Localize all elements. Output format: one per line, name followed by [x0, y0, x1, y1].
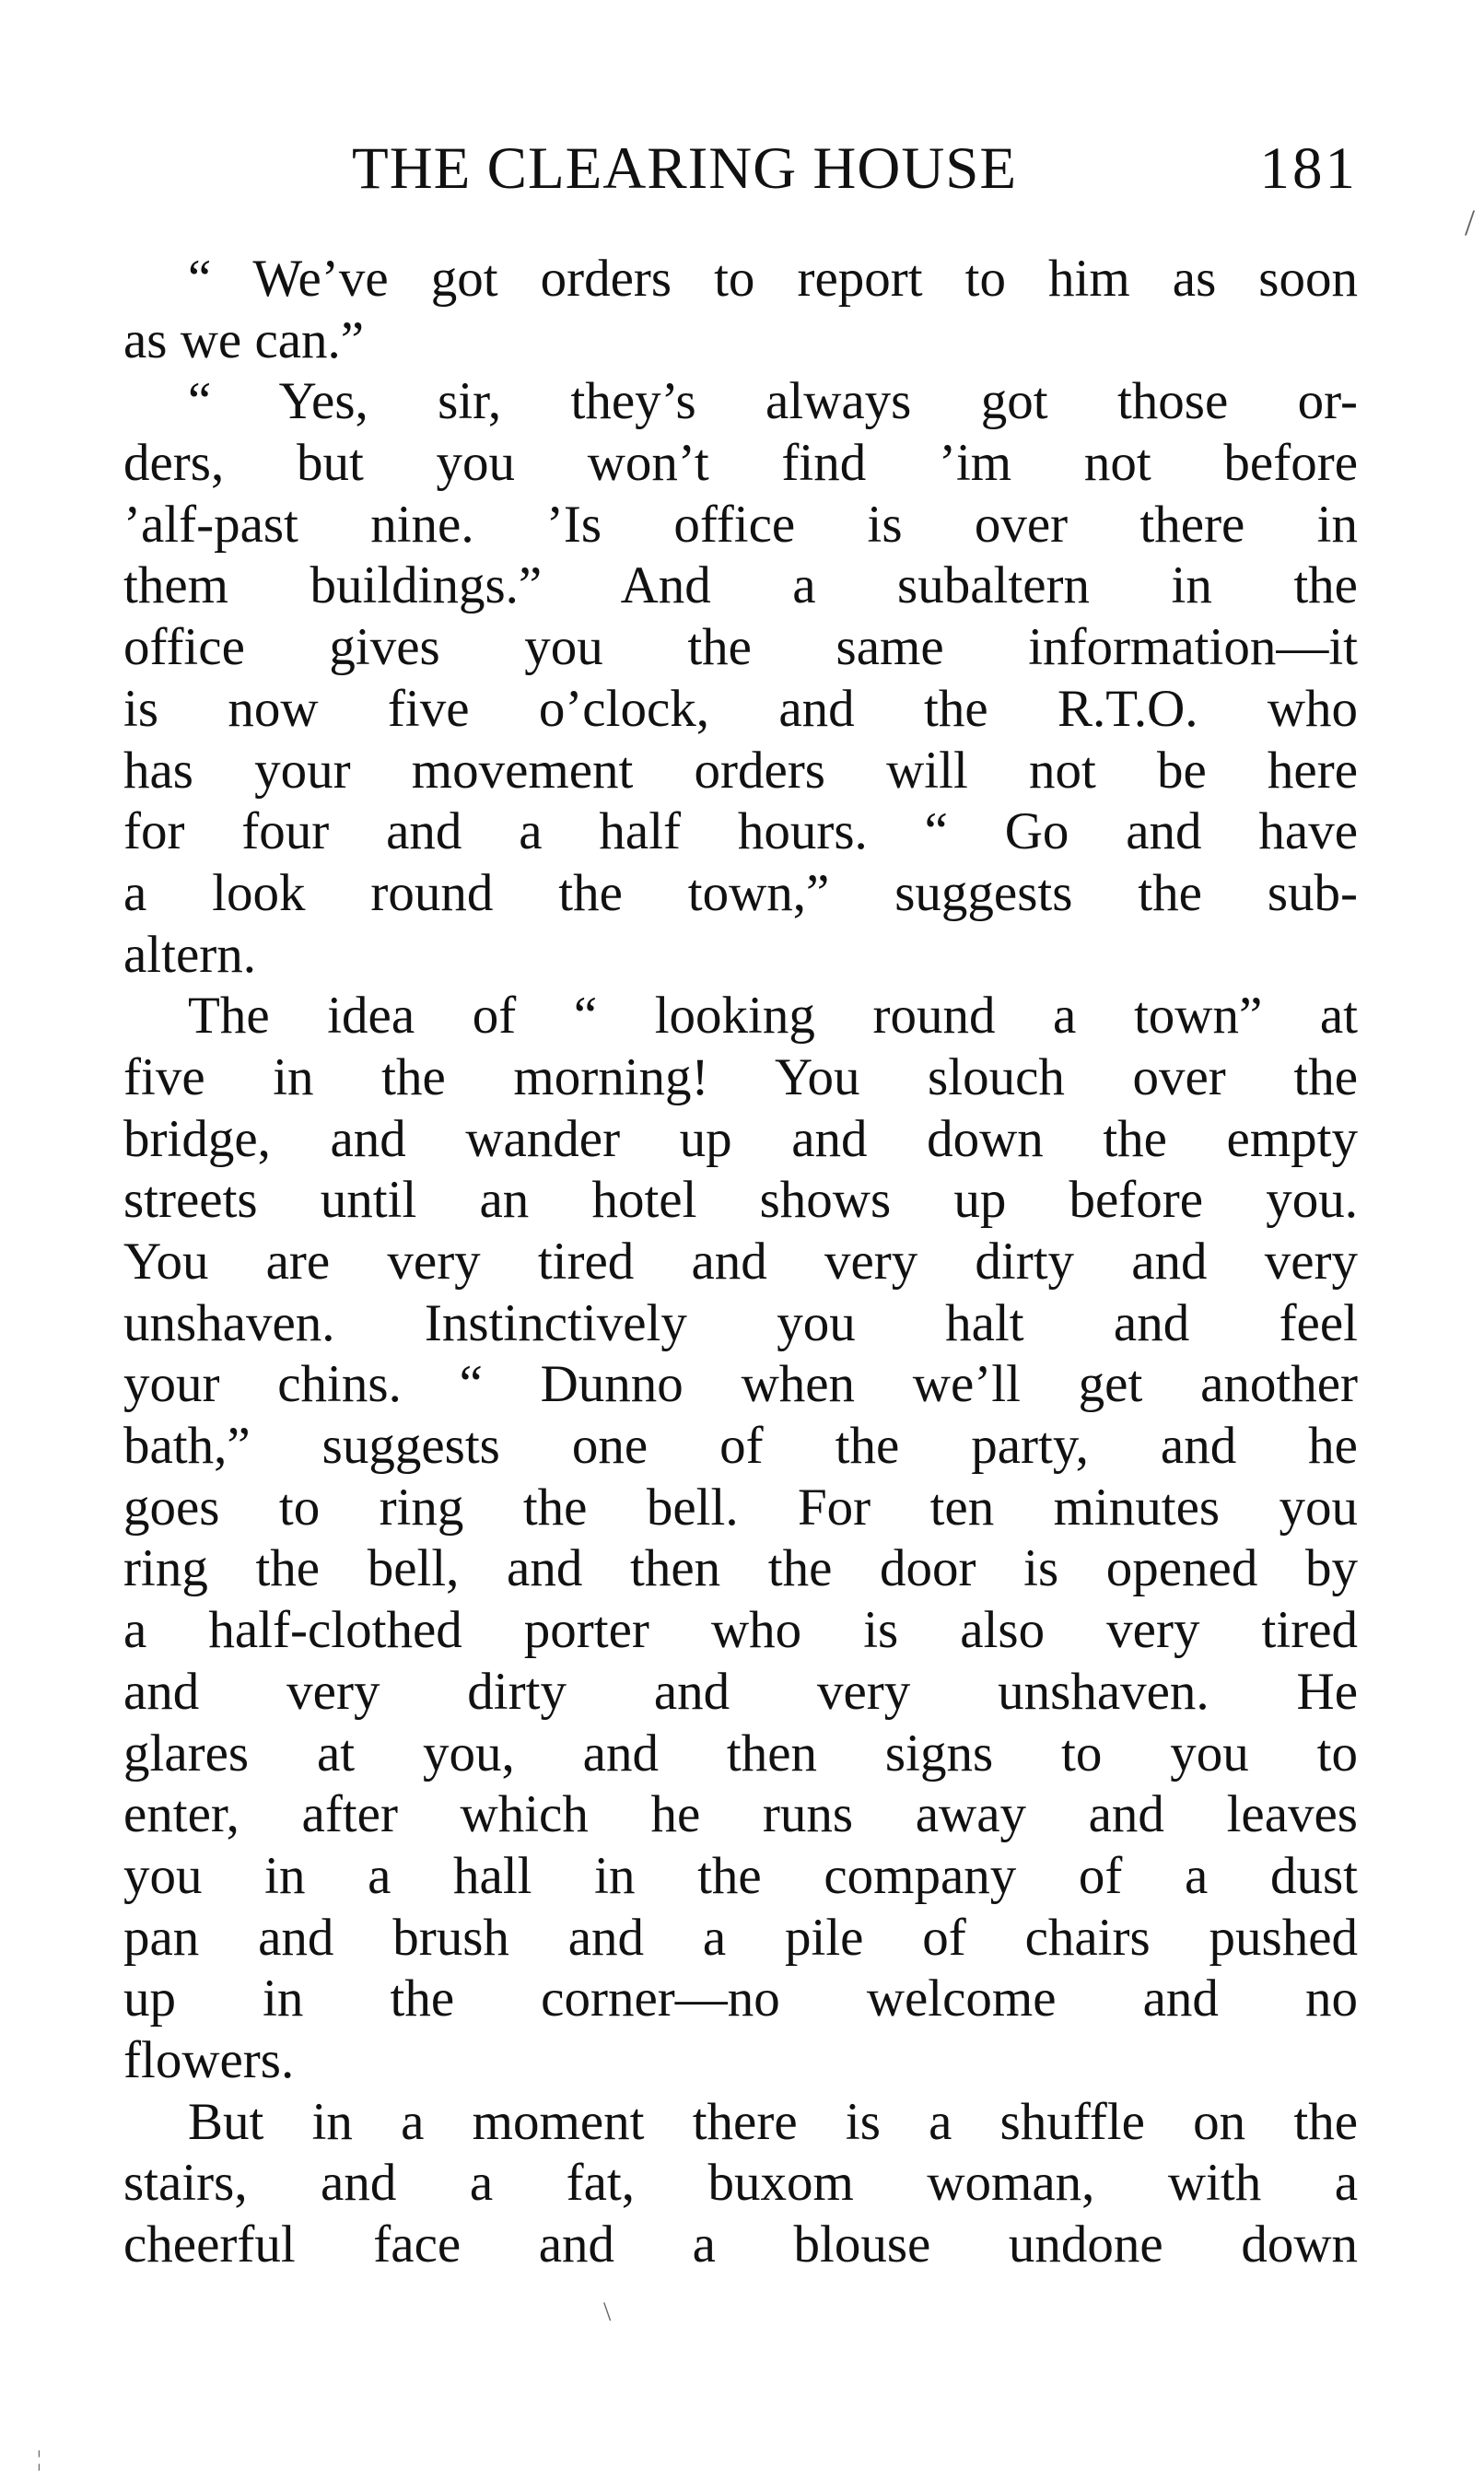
text-line: streets until an hotel shows up before you.: [123, 1171, 1358, 1230]
text-line: has your movement orders will not be here: [123, 741, 1358, 800]
text-line: bath,” suggests one of the party, and he: [123, 1417, 1358, 1476]
text-line: them buildings.” And a subaltern in the: [123, 556, 1358, 615]
text-line: is now five o’clock, and the R.T.O. who: [123, 679, 1358, 738]
text-line: But in a moment there is a shuffle on the: [188, 2092, 1358, 2151]
text-line: glares at you, and then signs to you to: [123, 1724, 1358, 1783]
text-line: ders, but you won’t find ’im not before: [123, 434, 1358, 493]
running-title: THE CLEARING HOUSE: [352, 135, 1018, 202]
scan-mark-slash: /: [1465, 202, 1476, 243]
scan-mark-dot: ¦: [37, 2448, 41, 2472]
text-line: ’alf-past nine. ’Is office is over there in: [123, 495, 1358, 554]
text-line: ring the bell, and then the door is opened by: [123, 1539, 1358, 1598]
scan-mark-tick: \: [603, 2297, 612, 2327]
text-line: stairs, and a fat, buxom woman, with a: [123, 2154, 1358, 2213]
text-line: a look round the town,” suggests the sub-: [123, 863, 1358, 922]
text-line: a half-clothed porter who is also very tired: [123, 1601, 1358, 1660]
text-line: The idea of “ looking round a town” at: [188, 987, 1358, 1046]
text-line: “ Yes, sir, they’s always got those or-: [188, 372, 1358, 431]
text-line: office gives you the same information—it: [123, 618, 1358, 677]
text-line: “ We’ve got orders to report to him as soon: [188, 250, 1358, 308]
text-line: up in the corner—no welcome and no: [123, 1970, 1358, 2028]
text-line: cheerful face and a blouse undone down: [123, 2215, 1358, 2273]
running-head: [123, 127, 1358, 210]
text-line: as we can.”: [123, 310, 365, 369]
page-number: 181: [1259, 135, 1358, 202]
text-line: unshaven. Instinctively you halt and feel: [123, 1293, 1358, 1352]
text-line: pan and brush and a pile of chairs pushed: [123, 1908, 1358, 1967]
text-line: You are very tired and very dirty and very: [123, 1233, 1358, 1291]
text-line: flowers.: [123, 2030, 295, 2089]
text-line: altern.: [123, 925, 257, 984]
text-line: goes to ring the bell. For ten minutes you: [123, 1478, 1358, 1537]
body-text: [123, 249, 1358, 2276]
text-line: your chins. “ Dunno when we’ll get another: [123, 1355, 1358, 1414]
text-line: you in a hall in the company of a dust: [123, 1846, 1358, 1905]
text-line: and very dirty and very unshaven. He: [123, 1662, 1358, 1721]
text-line: enter, after which he runs away and leaves: [123, 1785, 1358, 1844]
text-line: for four and a half hours. “ Go and have: [123, 802, 1358, 861]
text-line: bridge, and wander up and down the empty: [123, 1109, 1358, 1168]
text-line: five in the morning! You slouch over the: [123, 1047, 1358, 1106]
